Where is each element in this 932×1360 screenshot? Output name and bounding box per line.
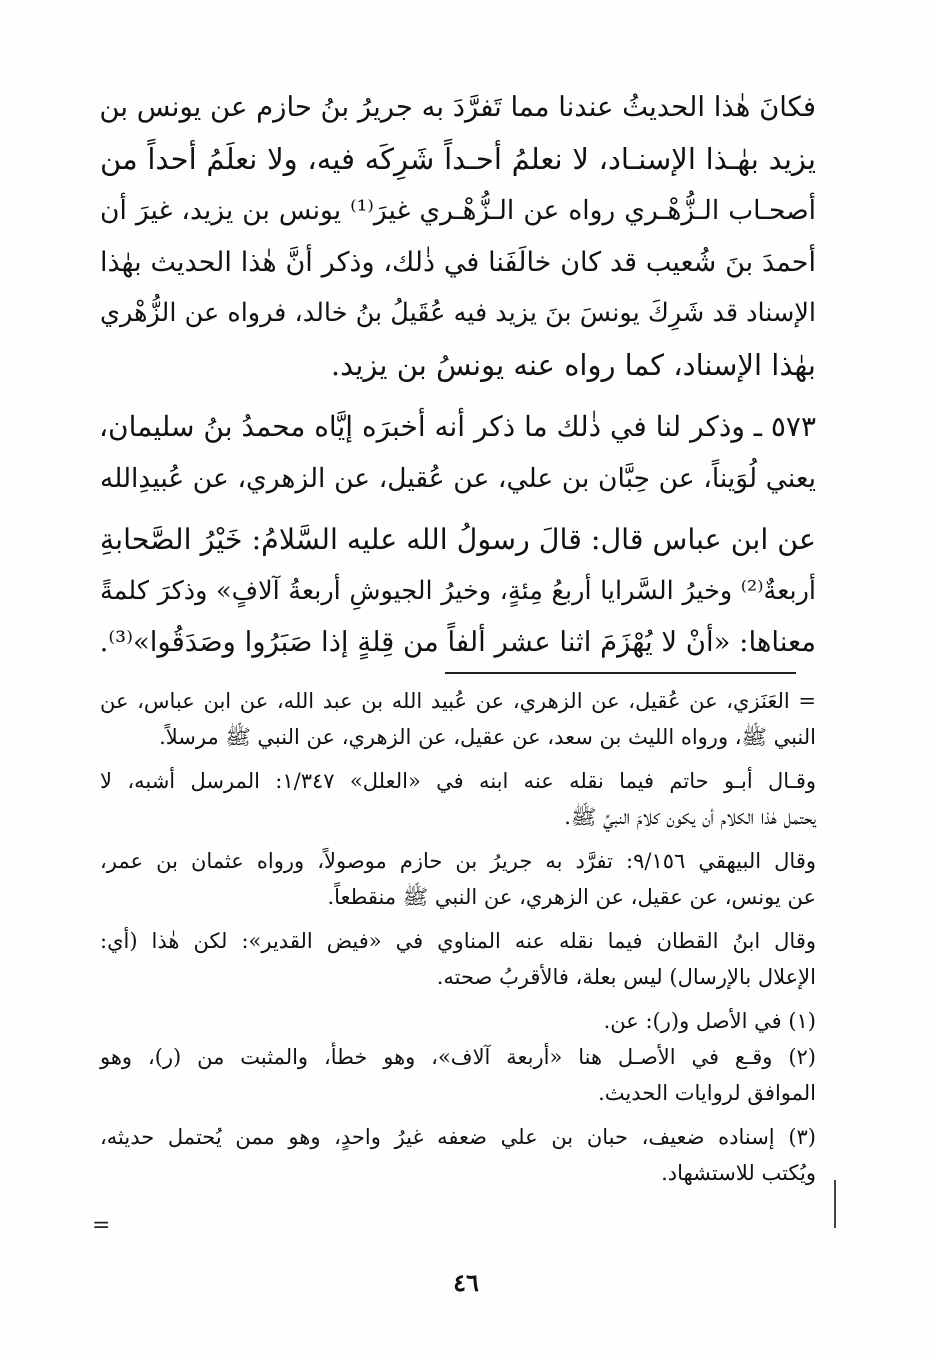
- footnote-line: يحتمل هٰذا الكلام أن يكون كلامَ النبيِّ ﷺ.: [564, 805, 816, 829]
- text-line: معناها: «أنْ لا يُهْزَمَ اثنا عشر ألفاً من قِلةٍ إذا صَبَرُوا وصَدَقُوا»⁽³⁾.: [99, 626, 816, 658]
- text-line: عن ابن عباس قال: قالَ رسولُ الله عليه السَّلامُ: خَيْرُ الصَّحابةِ: [99, 523, 816, 556]
- text-line: بهٰذا الإسناد، كما رواه عنه يونسُ بن يزيد.: [330, 347, 816, 382]
- text-line: أصحـاب الـزُّهْـري رواه عن الـزُّهْـري غيرَ⁽¹⁾ يونس بن يزيد، غيرَ أن: [100, 195, 816, 226]
- text-line: أربعةٌ⁽²⁾ وخيرُ السَّرايا أربعُ مِئةٍ، وخيرُ الجيوشِ أربعةُ آلافٍ» وذكرَ كلمةً: [100, 575, 816, 606]
- footnote: [100, 763, 816, 835]
- footnotes: [100, 683, 816, 1191]
- footnote: [100, 1003, 816, 1039]
- paragraph: [100, 514, 816, 669]
- footnote-line: وقال ابنُ القطان فيما نقله عنه المناوي في «فيض القدير»: لكن هٰذا (أي:: [100, 929, 816, 953]
- footnote: [100, 683, 816, 755]
- footnote-line: عن يونس، عن عقيل، عن الزهري، عن النبي ﷺ منقطعاً.: [327, 885, 816, 909]
- text-line: الإسناد قد شَرِكَ يونسَ بنَ يزيد فيه عُقَيلُ بنُ خالد، فرواه عن الزُّهْري: [100, 298, 816, 328]
- paragraph: [100, 82, 816, 391]
- text-line: ٥٧٣ ـ وذكر لنا في ذٰلك ما ذكر أنه أخبرَه إيَّاه محمدُ بنُ سليمان،: [99, 410, 816, 443]
- margin-bar: [834, 1180, 836, 1228]
- footnote: [100, 1119, 816, 1191]
- footnote-line: وقال البيهقي ٩/١٥٦: تفرَّد به جريرُ بن حازم موصولاً، ورواه عثمان بن عمر،: [100, 849, 816, 873]
- footnote-line: وقـال أبـو حاتم فيما نقله عنه ابنه في «العلل» ١/٣٤٧: المرسل أشبه، لا: [100, 769, 816, 793]
- footnote-line: ويُكتب للاستشهاد.: [661, 1161, 816, 1185]
- footnote-line: (٣) إسناده ضعيف، حبان بن علي ضعفه غيرُ واحدٍ، وهو ممن يُحتمل حديثه،: [100, 1125, 816, 1149]
- footnote-line: (٢) وقـع في الأصـل هنا «أربعة آلاف»، وهو خطأ، والمثبت من (ر)، وهو: [100, 1045, 816, 1069]
- paragraph: [100, 401, 816, 504]
- footnote: [100, 1039, 816, 1111]
- footnote: [100, 923, 816, 995]
- footnote-divider: [445, 672, 796, 674]
- footnote-line: الموافق لروايات الحديث.: [598, 1081, 816, 1105]
- main-text: [100, 82, 816, 669]
- footnote-line: = العَنَزي، عن عُقيل، عن الزهري، عن عُبيد الله بن عبد الله، عن ابن عباس، عن: [100, 689, 816, 713]
- text-line: فكانَ هٰذا الحديثُ عندنا مما تَفرَّدَ به جريرُ بنُ حازم عن يونس بن: [99, 91, 816, 123]
- page-number: ٤٦: [453, 1268, 479, 1297]
- footnote-line: النبي ﷺ، ورواه الليث بن سعد، عن عقيل، عن الزهري، عن النبي ﷺ مرسلاً.: [159, 725, 816, 749]
- footnote-line: الإعلال بالإرسال) ليس بعلة، فالأقربُ صحته.: [436, 965, 816, 989]
- text-line: أحمدَ بنَ شُعيب قد كان خالَفَنا في ذٰلك، وذكر أنَّ هٰذا الحديث بهٰذا: [100, 246, 816, 278]
- footnote-line: (١) في الأصل و(ر): عن.: [603, 1009, 816, 1033]
- text-line: يزيد بهٰـذا الإسنـاد، لا نعلمُ أحـداً شَرِكَه فيه، ولا نعلَمُ أحداً من: [100, 141, 817, 176]
- continuation-mark: =: [92, 1213, 111, 1238]
- footnote: [100, 843, 816, 915]
- text-line: يعني لُوَيناً، عن حِبَّان بن علي، عن عُقيل، عن الزهري، عن عُبيدِالله: [100, 462, 816, 494]
